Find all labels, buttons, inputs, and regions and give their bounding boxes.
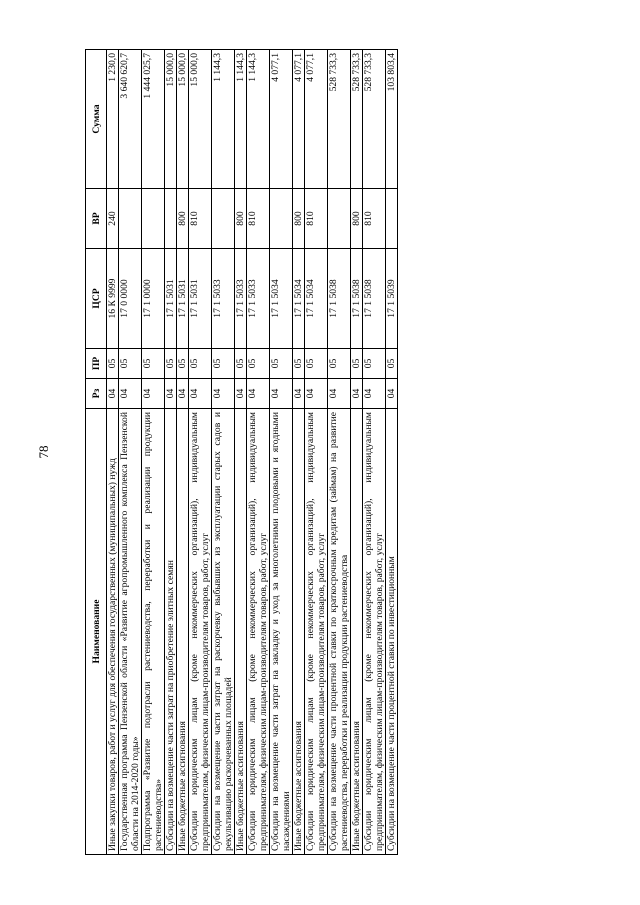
cell-sum: 4 077,1: [305, 50, 328, 189]
cell-name: Субсидии на возмещение части затрат на приобретение элитных семян: [165, 409, 177, 855]
cell-csr: 17 1 5034: [305, 249, 328, 349]
header-pr: ПР: [86, 349, 107, 379]
cell-name: Субсидии юридическим лицам (кроме некоммерческих организаций), индивидуальным предпринимателям, физическим лицам-производителям товаров, работ, услуг: [305, 409, 328, 855]
cell-csr: 17 1 5034: [293, 249, 305, 349]
cell-csr: 17 0 0000: [119, 249, 142, 349]
table-body: [107, 50, 398, 855]
cell-vr: 240: [107, 189, 119, 249]
cell-sum: 15 000,0: [165, 50, 177, 189]
cell-rz: 04: [247, 379, 270, 409]
cell-csr: 17 1 5038: [328, 249, 351, 349]
cell-sum: 528 733,3: [351, 50, 363, 189]
cell-name: Иные бюджетные ассигнования: [235, 409, 247, 855]
cell-rz: 04: [177, 379, 189, 409]
header-name: Наименование: [86, 409, 107, 855]
header-sum: Сумма: [86, 50, 107, 189]
cell-sum: 1 230,0: [107, 50, 119, 189]
table-row: [305, 50, 328, 855]
cell-csr: 17 1 5038: [351, 249, 363, 349]
table-row: [247, 50, 270, 855]
table-header-row: [86, 50, 107, 855]
cell-vr: [212, 189, 235, 249]
cell-sum: 103 803,4: [386, 50, 398, 189]
cell-name: Иные бюджетные ассигнования: [293, 409, 305, 855]
cell-sum: 1 144,3: [235, 50, 247, 189]
table-row: [189, 50, 212, 855]
cell-name: Государственная программа Пензенской области «Развитие агропромышленного комплекса Пензенской области на 2014-2020 годы»: [119, 409, 142, 855]
cell-rz: 04: [212, 379, 235, 409]
cell-pr: 05: [328, 349, 351, 379]
cell-csr: 17 1 5033: [247, 249, 270, 349]
cell-pr: 05: [305, 349, 328, 379]
cell-name: Субсидии юридическим лицам (кроме некоммерческих организаций), индивидуальным предпринимателям, физическим лицам-производителям товаров, работ, услуг: [189, 409, 212, 855]
cell-vr: [328, 189, 351, 249]
cell-pr: 05: [351, 349, 363, 379]
header-rz: Рз: [86, 379, 107, 409]
header-csr: ЦСР: [86, 249, 107, 349]
cell-pr: 05: [247, 349, 270, 379]
cell-pr: 05: [235, 349, 247, 379]
cell-vr: 800: [293, 189, 305, 249]
table-row: [351, 50, 363, 855]
cell-vr: 800: [351, 189, 363, 249]
cell-sum: 15 000,0: [189, 50, 212, 189]
cell-sum: 1 144,3: [247, 50, 270, 189]
cell-name: Иные бюджетные ассигнования: [177, 409, 189, 855]
cell-vr: 810: [305, 189, 328, 249]
cell-rz: 04: [235, 379, 247, 409]
cell-pr: 05: [363, 349, 386, 379]
cell-csr: 17 1 5031: [189, 249, 212, 349]
cell-csr: 16 К 9999: [107, 249, 119, 349]
cell-sum: 1 444 025,7: [142, 50, 165, 189]
cell-sum: 3 640 620,7: [119, 50, 142, 189]
header-vr: ВР: [86, 189, 107, 249]
table-row: [165, 50, 177, 855]
cell-csr: 17 1 5039: [386, 249, 398, 349]
cell-vr: [119, 189, 142, 249]
cell-csr: 17 1 5033: [212, 249, 235, 349]
cell-name: Субсидии юридическим лицам (кроме некоммерческих организаций), индивидуальным предпринимателям, физическим лицам-производителям товаров, работ, услуг: [247, 409, 270, 855]
table-row: [293, 50, 305, 855]
table-row: [142, 50, 165, 855]
table-row: [212, 50, 235, 855]
cell-name: Субсидии на возмещение части затрат на раскорчевку выбывших из эксплуатации старых садов и рекультивацию раскорчеванных площадей: [212, 409, 235, 855]
cell-name: Субсидии юридическим лицам (кроме некоммерческих организаций), индивидуальным предпринимателям, физическим лицам-производителям товаров, работ, услуг: [363, 409, 386, 855]
cell-pr: 05: [270, 349, 293, 379]
rotated-table-container: [85, 50, 595, 855]
cell-rz: 04: [293, 379, 305, 409]
cell-rz: 04: [351, 379, 363, 409]
cell-rz: 04: [165, 379, 177, 409]
table-row: [119, 50, 142, 855]
cell-vr: 810: [363, 189, 386, 249]
cell-vr: 800: [177, 189, 189, 249]
cell-pr: 05: [165, 349, 177, 379]
cell-csr: 17 1 0000: [142, 249, 165, 349]
cell-name: Подпрограмма «Развитие подотрасли растениеводства, переработки и реализации продукции растениеводства»: [142, 409, 165, 855]
page-number: 78: [36, 445, 51, 459]
table-row: [177, 50, 189, 855]
cell-pr: 05: [177, 349, 189, 379]
table-row: [363, 50, 386, 855]
table-row: [328, 50, 351, 855]
cell-vr: [386, 189, 398, 249]
budget-table: [85, 49, 398, 855]
cell-pr: 05: [142, 349, 165, 379]
cell-rz: 04: [119, 379, 142, 409]
cell-vr: 810: [247, 189, 270, 249]
cell-sum: 4 077,1: [293, 50, 305, 189]
cell-vr: [142, 189, 165, 249]
cell-vr: 810: [189, 189, 212, 249]
cell-pr: 05: [386, 349, 398, 379]
cell-name: Субсидии на возмещение части процентной ставки по краткосрочным кредитам (займам) на развитие растениеводства, переработки и реализации продукции растениеводства: [328, 409, 351, 855]
cell-rz: 04: [386, 379, 398, 409]
table-row: [270, 50, 293, 855]
cell-pr: 05: [119, 349, 142, 379]
cell-rz: 04: [107, 379, 119, 409]
cell-name: Иные бюджетные ассигнования: [351, 409, 363, 855]
cell-sum: 15 000,0: [177, 50, 189, 189]
cell-sum: 528 733,3: [328, 50, 351, 189]
cell-name: Субсидии на возмещение части затрат на закладку и уход за многолетними плодовыми и ягодными насаждениями: [270, 409, 293, 855]
cell-sum: 1 144,3: [212, 50, 235, 189]
cell-rz: 04: [142, 379, 165, 409]
cell-rz: 04: [363, 379, 386, 409]
cell-pr: 05: [107, 349, 119, 379]
cell-name: Субсидии на возмещение части процентной ставки по инвестиционным: [386, 409, 398, 855]
cell-vr: [165, 189, 177, 249]
cell-csr: 17 1 5034: [270, 249, 293, 349]
cell-pr: 05: [293, 349, 305, 379]
cell-rz: 04: [189, 379, 212, 409]
cell-vr: 800: [235, 189, 247, 249]
table-row: [235, 50, 247, 855]
cell-csr: 17 1 5038: [363, 249, 386, 349]
cell-rz: 04: [328, 379, 351, 409]
cell-sum: 528 733,3: [363, 50, 386, 189]
cell-csr: 17 1 5033: [235, 249, 247, 349]
cell-csr: 17 1 5031: [177, 249, 189, 349]
cell-sum: 4 077,1: [270, 50, 293, 189]
cell-csr: 17 1 5031: [165, 249, 177, 349]
cell-pr: 05: [212, 349, 235, 379]
table-row: [386, 50, 398, 855]
cell-name: Иные закупки товаров, работ и услуг для обеспечения государственных (муниципальных) нужд: [107, 409, 119, 855]
cell-vr: [270, 189, 293, 249]
table-row: [107, 50, 119, 855]
cell-pr: 05: [189, 349, 212, 379]
cell-rz: 04: [270, 379, 293, 409]
cell-rz: 04: [305, 379, 328, 409]
